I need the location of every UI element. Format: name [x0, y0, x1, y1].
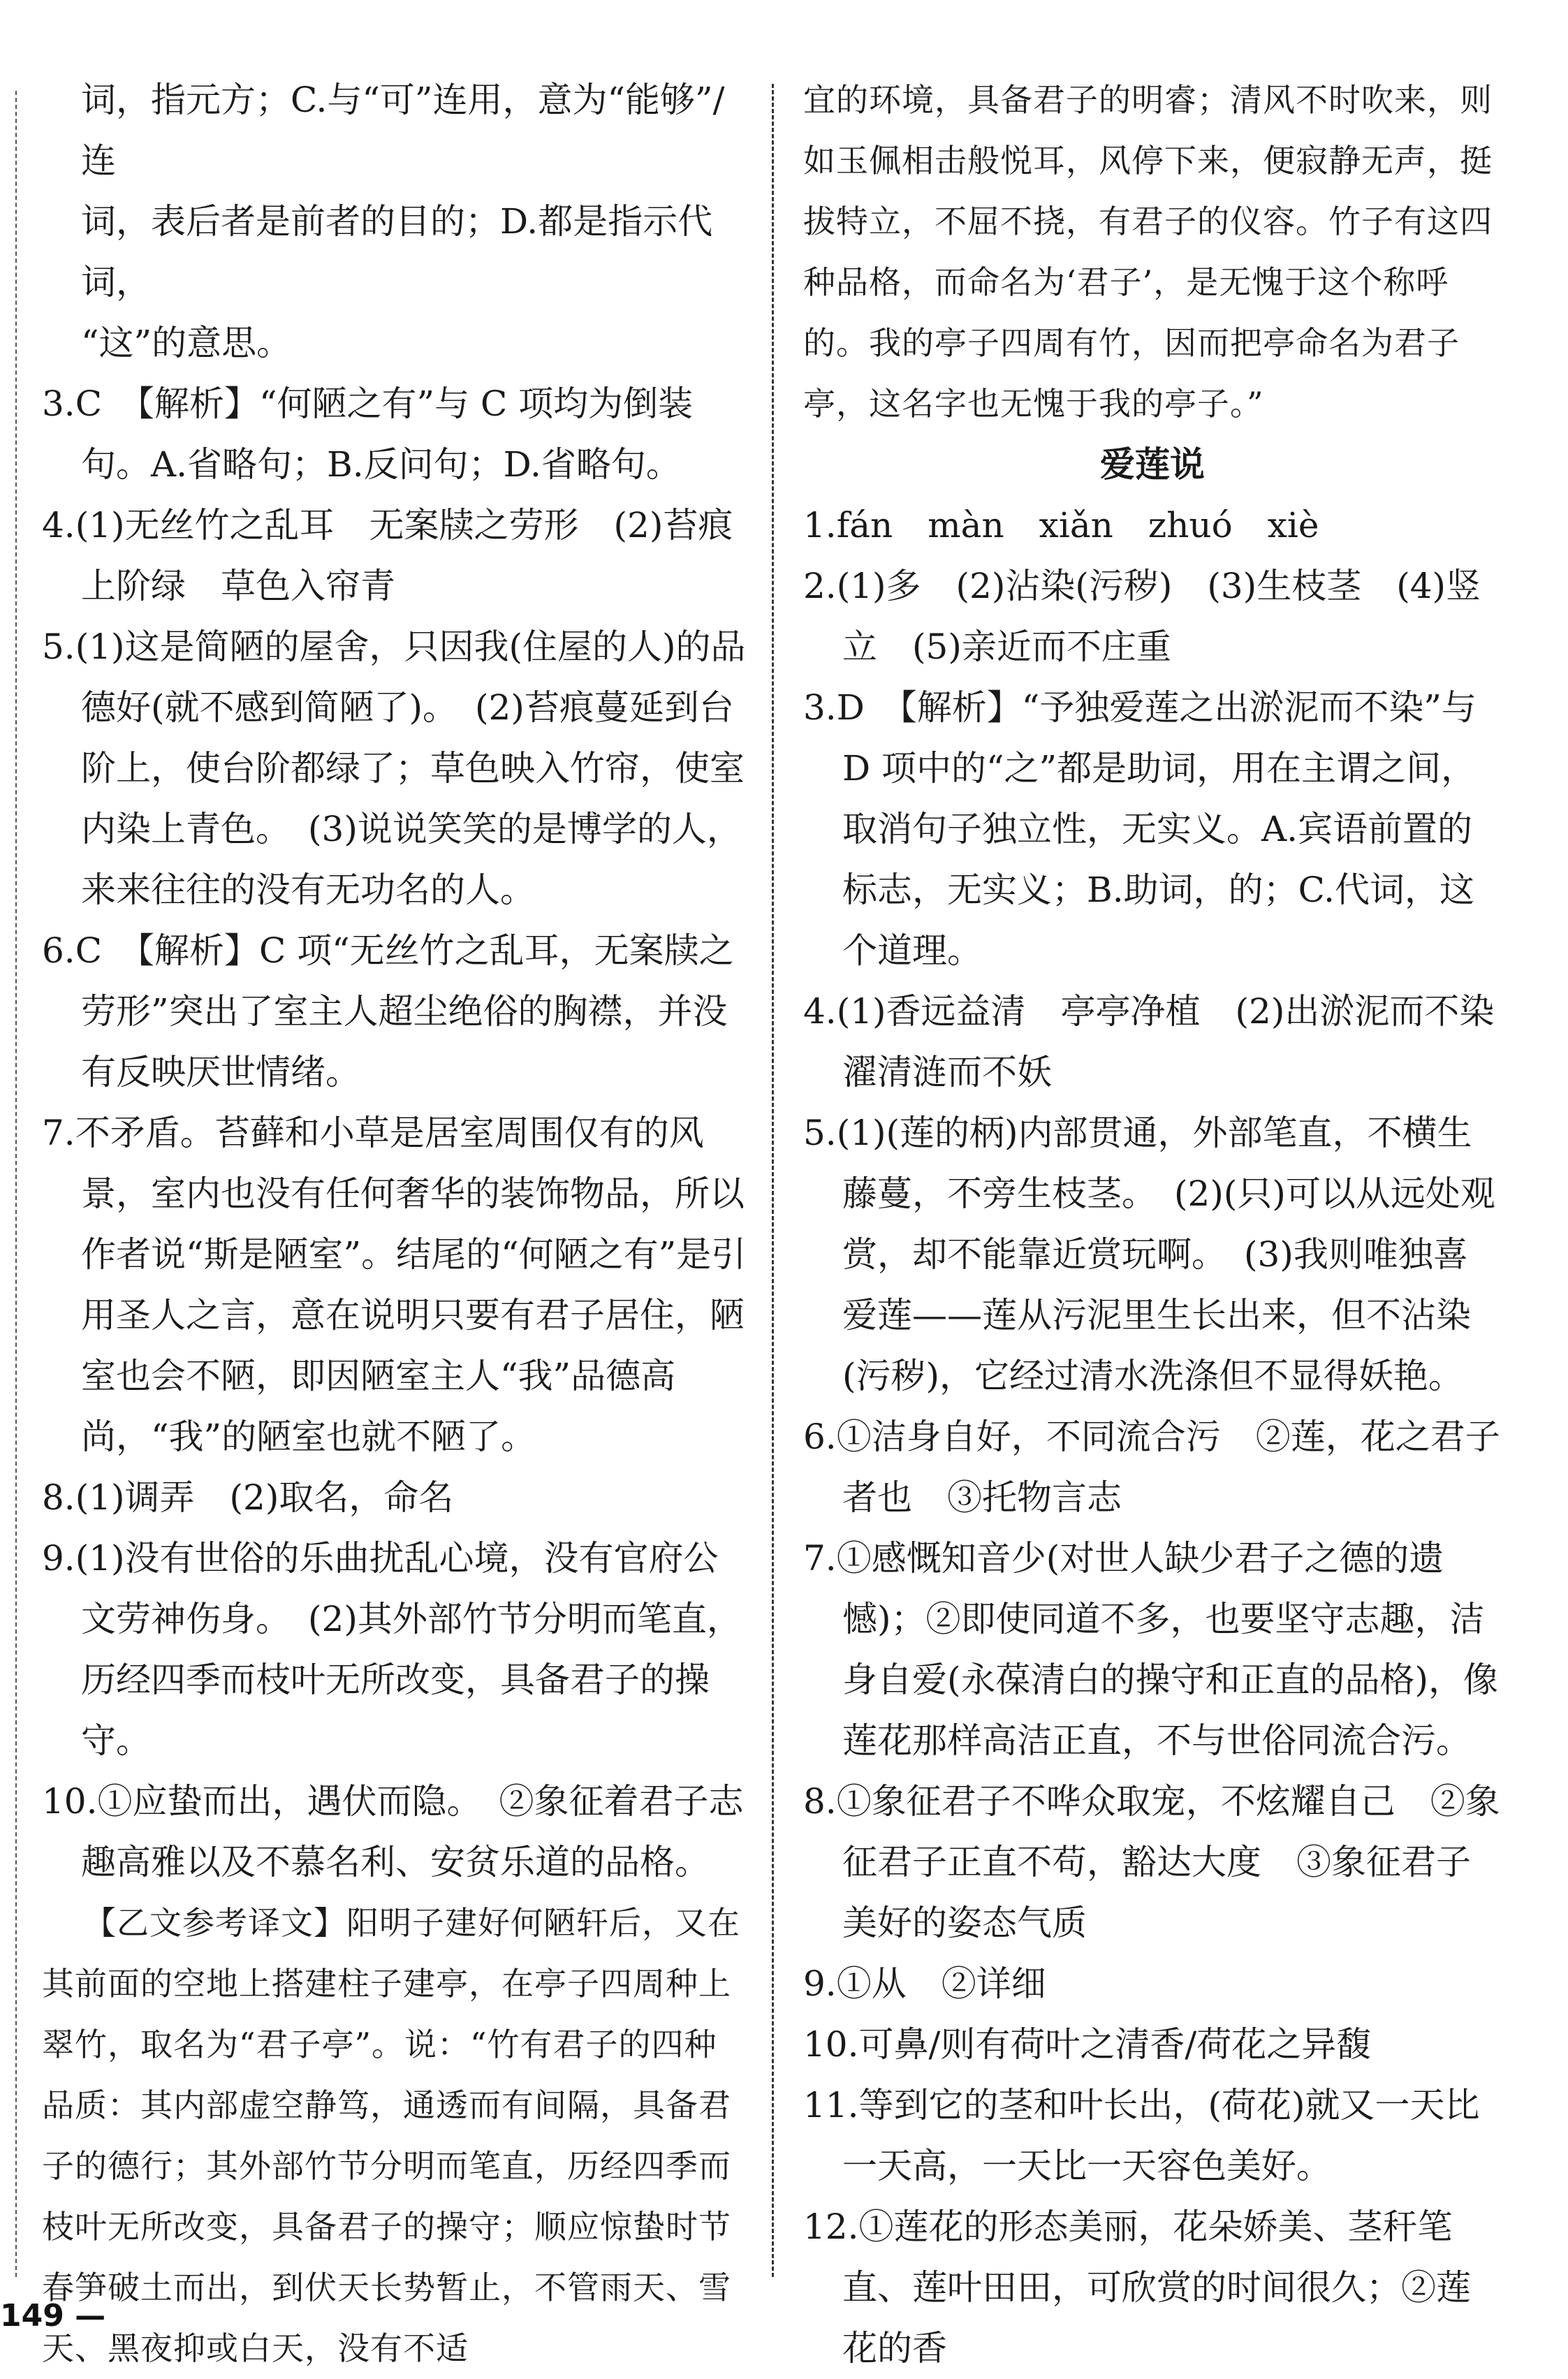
answer-item: 词，指元方；C.与“可”连用，意为“能够”/连	[81, 80, 725, 181]
answer-item: “这”的意思。	[81, 323, 292, 363]
left-column	[42, 70, 747, 2379]
page-number: 149 —	[0, 2298, 106, 2334]
answer-item: 3.C 【解析】“何陋之有”与 C 项均为倒装句。A.省略句；B.反问句；D.省略句。	[42, 383, 694, 485]
right-column	[803, 70, 1530, 2379]
page-edge-dashes	[15, 91, 17, 2277]
answer-item: 6.①洁身自好，不同流合污 ②莲，花之君子者也 ③托物言志	[803, 1417, 1500, 1518]
answer-item: 10.可鼻/则有荷叶之清香/荷花之异馥	[803, 2024, 1372, 2065]
section-title: 爱莲说	[1100, 444, 1205, 485]
answer-item: 7.①感慨知音少(对世人缺少君子之德的遗憾)；②即使同道不多，也要坚守志趣，洁身自爱(永葆清白的操守和正直的品格)，像莲花那样高洁正直，不与世俗同流合污。	[803, 1538, 1499, 1761]
answer-item: 4.(1)香远益清 亭亭净植 (2)出淤泥而不染 濯清涟而不妖	[803, 991, 1530, 1092]
answer-item: 6.C 【解析】C 项“无丝竹之乱耳，无案牍之劳形”突出了室主人超尘绝俗的胸襟，并没有反映厌世情绪。	[42, 930, 734, 1092]
translation-paragraph: 【乙文参考译文】阳明子建好何陋轩后，又在其前面的空地上搭建柱子建亭，在亭子四周种上翠竹，取名为“君子亭”。说：“竹有君子的四种品质：其内部虚空静笃，通透而有间隔，具备君子的德行；其外部竹节分明而笔直，历经四季而枝叶无所改变，具备君子的操守；顺应惊蛰时节春笋破土而出，到伏天长势暂止，不管雨天、雪天、黑夜抑或白天，没有不适	[42, 1904, 740, 2367]
translation-paragraph: 宜的环境，具备君子的明睿；清风不时吹来，则如玉佩相击般悦耳，风停下来，便寂静无声，挺拔特立，不屈不挠，有君子的仪容。竹子有这四种品格，而命名为‘君子’，是无愧于这个称呼的。我的亭子四周有竹，因而把亭命名为君子亭，这名字也无愧于我的亭子。”	[803, 81, 1493, 423]
answer-item: 7.不矛盾。苔藓和小草是居室周围仅有的风景，室内也没有任何奢华的装饰物品，所以作者说“斯是陋室”。结尾的“何陋之有”是引用圣人之言，意在说明只要有君子居住，陋室也会不陋，即因陋室主人“我”品德高尚，“我”的陋室也就不陋了。	[42, 1113, 747, 1457]
answer-item: 8.(1)调弄 (2)取名，命名	[42, 1477, 454, 1518]
answer-item: 4.(1)无丝竹之乱耳 无案牍之劳形 (2)苔痕上阶绿 草色入帘青	[42, 505, 733, 606]
column-divider	[772, 84, 774, 2277]
answer-item: 词，表后者是前者的目的；D.都是指示代词，	[81, 201, 713, 302]
answer-item: 9.(1)没有世俗的乐曲扰乱心境，没有官府公文劳神伤身。 (2)其外部竹节分明而笔直，历经四季而枝叶无所改变，具备君子的操守。	[42, 1538, 742, 1761]
answer-item: 1.fán màn xiǎn zhuó xiè	[803, 505, 1319, 546]
answer-item: 2.(1)多 (2)沾染(污秽) (3)生枝茎 (4)竖立 (5)亲近而不庄重	[803, 566, 1481, 667]
answer-item: 11.等到它的茎和叶长出，(荷花)就又一天比一天高，一天比一天容色美好。	[803, 2085, 1480, 2186]
answer-item: 5.(1)(莲的柄)内部贯通，外部笔直，不横生藤蔓，不旁生枝茎。 (2)(只)可以从远处观赏，却不能靠近赏玩啊。 (3)我则唯独喜爱莲——莲从污泥里生长出来，但不沾染(污秽)，它经过清水洗涤但不显得妖艳。	[803, 1113, 1495, 1396]
answer-item: 8.①象征君子不哗众取宠，不炫耀自己 ②象征君子正直不苟，豁达大度 ③象征君子美好的姿态气质	[803, 1781, 1500, 1943]
answer-item: 12.①莲花的形态美丽，花朵娇美、茎秆笔直、莲叶田田，可欣赏的时间很久；②莲花的香	[803, 2206, 1471, 2369]
answer-item: 5.(1)这是简陋的屋舍，只因我(住屋的人)的品德好(就不感到简陋了)。 (2)苔痕蔓延到台阶上，使台阶都绿了；草色映入竹帘，使室内染上青色。 (3)说说笑笑的是博学的人，来来往往的没有无功名的人。	[42, 627, 746, 910]
answer-item: 3.D 【解析】“予独爱莲之出淤泥而不染”与 D 项中的“之”都是助词，用在主谓之间，取消句子独立性，无实义。A.宾语前置的标志，无实义；B.助词，的；C.代词，这个道理。	[803, 687, 1477, 971]
answer-item: 10.①应蛰而出，遇伏而隐。 ②象征着君子志趣高雅以及不慕名利、安贫乐道的品格。	[42, 1781, 744, 1882]
answer-item: 9.①从 ②详细	[803, 1963, 1046, 2004]
